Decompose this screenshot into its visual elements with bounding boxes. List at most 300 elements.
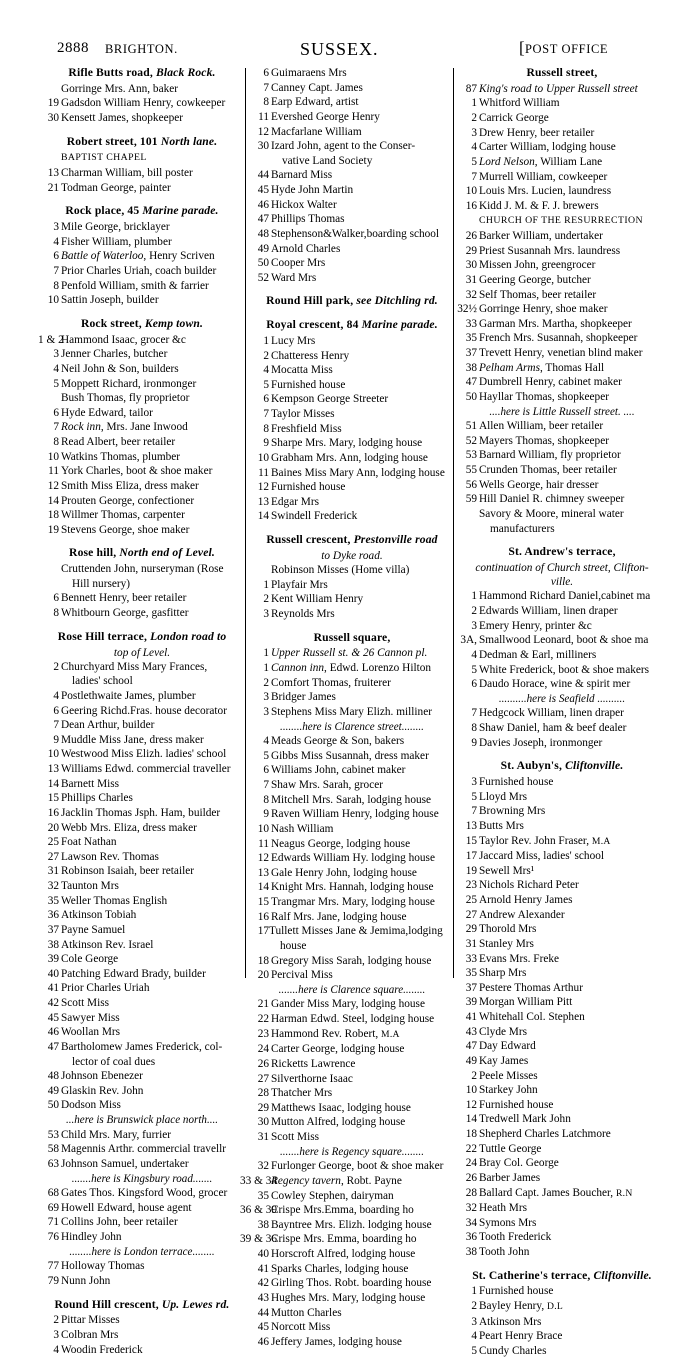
- directory-entry: [44, 938, 240, 953]
- entry-number: 3: [471, 126, 477, 139]
- here-is-separator: ........here is London terrace........: [69, 1245, 215, 1258]
- directory-entry: [44, 1157, 240, 1172]
- directory-entry: [462, 126, 662, 141]
- entry-number: 87: [465, 82, 477, 95]
- column-rule-1: [245, 68, 246, 978]
- entry-text: Atkinson Rev. Israel: [61, 938, 154, 951]
- entry-number: 34: [465, 1216, 477, 1229]
- entry-number: 3: [471, 1315, 477, 1328]
- entry-number: 44: [257, 1306, 269, 1319]
- entry-number: 48: [257, 227, 269, 240]
- entry-number: 22: [257, 1013, 269, 1026]
- directory-entry: [44, 806, 240, 821]
- entry-text: Williams Edwd. commercial traveller: [61, 763, 231, 776]
- directory-entry: [254, 734, 450, 749]
- entry-text: Dodson Miss: [61, 1099, 121, 1112]
- street-heading: [44, 546, 240, 561]
- street-heading-name: Rock street,: [80, 316, 142, 330]
- entry-text: Gale Henry John, lodging house: [271, 866, 417, 879]
- entry-number: 2: [53, 660, 59, 673]
- entry-number: 1: [263, 647, 269, 660]
- column-rule-2: [453, 68, 454, 978]
- entry-text: Mitchell Mrs. Sarah, lodging house: [271, 793, 432, 806]
- entry-number: 51: [465, 420, 477, 433]
- here-is-separator: .......here is Clarence square........: [278, 983, 426, 996]
- entry-number: 12: [47, 479, 59, 492]
- directory-entry: [462, 648, 662, 663]
- entry-number: 3: [263, 607, 269, 620]
- street-heading-qualifier: Prestonville road: [353, 533, 438, 547]
- entry-number: 50: [257, 257, 269, 270]
- entry-number: 59: [465, 493, 477, 506]
- entry-text: Bartholomew James Frederick, col-: [61, 1040, 223, 1053]
- entry-number: 37: [465, 347, 477, 360]
- entry-number: 9: [471, 736, 477, 749]
- street-heading: [44, 135, 240, 150]
- entry-text: Meads George & Son, bakers: [271, 735, 405, 748]
- entry-text: Drew Henry, beer retailer: [479, 126, 595, 139]
- entry-text: Savory & Moore, mineral water: [479, 507, 624, 520]
- entry-text: Lucy Mrs: [271, 334, 316, 347]
- entry-number: 41: [257, 1262, 269, 1275]
- directory-entry: [254, 563, 450, 578]
- directory-entry: [44, 791, 240, 806]
- entry-text: Glaskin Rev. John: [61, 1084, 144, 1097]
- directory-entry: [254, 125, 450, 140]
- directory-entry: [254, 578, 450, 593]
- entry-text: Thorold Mrs: [479, 923, 537, 936]
- directory-entry: [44, 1215, 240, 1230]
- entry-text: Freshfield Miss: [271, 422, 342, 435]
- entry-text: [271, 1028, 400, 1040]
- entry-number: 27: [257, 1072, 269, 1085]
- entry-text: Williams John, cabinet maker: [271, 764, 406, 777]
- entry-text: Howell Edward, house agent: [61, 1201, 192, 1214]
- entry-number: 39 & 36: [240, 1233, 278, 1246]
- street-heading-qualifier: Up. Lewes rd.: [161, 1297, 230, 1311]
- directory-entry: [254, 363, 450, 378]
- entry-text: [61, 421, 188, 433]
- here-is-separator: ....here is Little Russell street. ....: [489, 405, 635, 418]
- directory-entry: [44, 747, 240, 762]
- entry-number: 63: [47, 1157, 59, 1170]
- entry-number: 7: [471, 805, 477, 818]
- directory-entry: [44, 450, 240, 465]
- entry-text: Trangmar Mrs. Mary, lodging house: [271, 896, 435, 909]
- directory-entry: [254, 1086, 450, 1101]
- directory-entry: [462, 1142, 662, 1157]
- entry-number: 2: [263, 593, 269, 606]
- entry-text: Cooper Mrs: [271, 257, 326, 270]
- entry-number: 29: [257, 1101, 269, 1114]
- entry-number: 13: [257, 866, 269, 879]
- entry-text: Baines Miss Mary Ann, lodging house: [271, 466, 445, 479]
- directory-entry: [254, 422, 450, 437]
- entry-number: 42: [257, 1277, 269, 1290]
- entry-number: 24: [257, 1043, 269, 1056]
- entry-number: 19: [47, 97, 59, 110]
- street-heading: [254, 318, 450, 333]
- directory-entry: [462, 721, 662, 736]
- entry-text: Mutton Alfred, lodging house: [271, 1116, 406, 1129]
- entry-text: Kent William Henry: [271, 593, 364, 606]
- entry-number: 52: [257, 271, 269, 284]
- entry-number: 21: [47, 181, 59, 194]
- directory-entry: [254, 1335, 450, 1350]
- entry-number: 8: [263, 422, 269, 435]
- entry-text: York Charles, boot & shoe maker: [61, 465, 213, 478]
- entry-number: 32: [47, 880, 59, 893]
- directory-entry: [462, 1186, 662, 1202]
- entry-number: 6: [53, 406, 59, 419]
- entry-number: 39: [465, 996, 477, 1009]
- entry-text: Johnson Samuel, undertaker: [61, 1157, 189, 1170]
- entry-number: 15: [257, 896, 269, 909]
- directory-entry: [44, 1011, 240, 1026]
- street-heading: [462, 759, 662, 774]
- directory-entry: [462, 589, 662, 604]
- entry-text: Percival Miss: [271, 969, 333, 982]
- entry-number: 13: [47, 167, 59, 180]
- entry-number: 20: [47, 821, 59, 834]
- entry-text: Furlonger George, boot & shoe maker: [271, 1160, 444, 1173]
- entry-number: 32: [465, 288, 477, 301]
- directory-entry: [462, 111, 662, 126]
- entry-text: Harman Edwd. Steel, lodging house: [271, 1013, 435, 1026]
- directory-entry: [462, 706, 662, 721]
- street-heading-name: Royal crescent, 84: [266, 318, 359, 332]
- directory-entry: [254, 880, 450, 895]
- directory-entry: [240, 1203, 450, 1218]
- entry-text: Crispe Mrs.Emma, boarding ho: [271, 1204, 414, 1217]
- entry-text: Guimaraens Mrs: [271, 67, 347, 79]
- directory-entry: [44, 166, 240, 181]
- directory-entry: [254, 910, 450, 925]
- entry-text: Browning Mrs: [479, 805, 546, 818]
- directory-entry: [254, 968, 450, 983]
- entry-text: Scott Miss: [271, 1131, 320, 1144]
- directory-entry: [44, 952, 240, 967]
- entry-number: 35: [257, 1189, 269, 1202]
- entry-number: 7: [53, 719, 59, 732]
- entry-text: Gander Miss Mary, lodging house: [271, 998, 425, 1011]
- entry-number: 49: [47, 1084, 59, 1097]
- entry-text: Postlethwaite James, plumber: [61, 689, 196, 702]
- street-heading: [44, 66, 240, 81]
- entry-number: 11: [258, 110, 269, 123]
- entry-number: 7: [53, 421, 59, 434]
- entry-number: 32: [257, 1160, 269, 1173]
- directory-entry: [254, 198, 450, 213]
- entry-text: Allen William, beer retailer: [479, 420, 604, 433]
- entry-text: Smallwood Leonard, boot & shoe ma: [479, 634, 649, 647]
- street-heading-name: Russell square,: [313, 630, 391, 644]
- directory-entry: [44, 733, 240, 748]
- entry-number: 46: [257, 198, 269, 211]
- entry-number: 19: [47, 523, 59, 536]
- entry-number: 35: [465, 967, 477, 980]
- directory-entry: [38, 333, 240, 348]
- entry-text: [271, 662, 431, 674]
- entry-number: 47: [47, 1040, 59, 1053]
- entry-number: 29: [465, 244, 477, 257]
- directory-entry: [462, 966, 662, 981]
- directory-entry: [462, 317, 662, 332]
- entry-number: 45: [257, 1321, 269, 1334]
- directory-entry: [254, 168, 450, 183]
- entry-text: Neagus George, lodging house: [271, 837, 411, 850]
- entry-text: Carter George, lodging house: [271, 1043, 405, 1056]
- entry-number: 14: [47, 777, 59, 790]
- entry-number: 53: [465, 449, 477, 462]
- directory-entry: [254, 66, 450, 81]
- street-heading-name: Rose Hill terrace,: [57, 629, 148, 643]
- entry-number: 28: [257, 1087, 269, 1100]
- directory-entry: [254, 1189, 450, 1204]
- entry-number: 36: [465, 1231, 477, 1244]
- entry-text: Child Mrs. Mary, furrier: [61, 1128, 172, 1141]
- entry-text: Heath Mrs: [479, 1202, 528, 1215]
- entry-text: Mile George, bricklayer: [61, 221, 170, 234]
- entry-text: Magennis Arthr. commercial travellr: [61, 1143, 227, 1156]
- directory-entry: [462, 908, 662, 923]
- directory-entry: [254, 1262, 450, 1277]
- directory-entry: [254, 1101, 450, 1116]
- entry-text: Gorringe Henry, shoe maker: [479, 303, 608, 316]
- directory-entry: [254, 954, 450, 969]
- here-is-separator: ..........here is Seafield ..........: [498, 692, 626, 705]
- directory-entry: [254, 271, 450, 286]
- entry-number: 8: [53, 607, 59, 620]
- directory-entry: [254, 676, 450, 691]
- directory-entry: [254, 822, 450, 837]
- directory-entry: [254, 705, 450, 720]
- directory-entry: [44, 523, 240, 538]
- entry-number: 10: [47, 450, 59, 463]
- entry-number: 7: [471, 170, 477, 183]
- directory-entry: [254, 1306, 450, 1321]
- entry-text: Self Thomas, beer retailer: [479, 288, 597, 301]
- directory-entry: [254, 661, 450, 676]
- entry-number: 5: [471, 663, 477, 676]
- entry-text: Barker William, undertaker: [479, 230, 603, 243]
- entry-text: [479, 362, 604, 374]
- entry-text: Cruttenden John, nurseryman (Rose: [61, 563, 224, 576]
- entry-number: 13: [465, 819, 477, 832]
- directory-entry: [254, 924, 450, 953]
- street-heading-qualifier: London road to: [150, 629, 227, 643]
- entry-text: Willmer Thomas, carpenter: [61, 509, 185, 522]
- entry-text: Cundy Charles: [479, 1344, 547, 1357]
- entry-text: Hindley John: [61, 1231, 122, 1244]
- entry-number: 36: [47, 909, 59, 922]
- entry-text-rest: , Robt. Payne: [340, 1174, 402, 1187]
- entry-postnominal: M.A: [591, 835, 611, 847]
- entry-text: Clyde Mrs: [479, 1025, 528, 1038]
- directory-entry: [462, 331, 662, 346]
- entry-number: 11: [258, 466, 269, 479]
- entry-text: Davies Joseph, ironmonger: [479, 736, 603, 749]
- entry-number: 1: [263, 578, 269, 591]
- entry-text: Holloway Thomas: [61, 1260, 145, 1273]
- entry-text: Bush Thomas, fly proprietor: [61, 392, 190, 405]
- entry-text: Garman Mrs. Martha, shopkeeper: [479, 317, 632, 330]
- entry-text: Tredwell Mark John: [479, 1113, 571, 1126]
- directory-entry: [44, 967, 240, 982]
- entry-number: 33: [465, 952, 477, 965]
- directory-entry: [254, 1276, 450, 1291]
- entry-text: Phillips Charles: [61, 792, 133, 805]
- entry-number: 3: [263, 705, 269, 718]
- directory-entry: [462, 288, 662, 303]
- directory-entry: [254, 95, 450, 110]
- directory-entry: [44, 1025, 240, 1040]
- entry-text: Jacklin Thomas Jsph. Ham, builder: [61, 806, 221, 819]
- directory-entry: [44, 996, 240, 1011]
- entry-text: Nash William: [271, 822, 334, 835]
- street-heading-name: Rifle Butts road,: [68, 66, 153, 79]
- directory-entry: [462, 1216, 662, 1231]
- entry-text: [479, 1187, 633, 1199]
- directory-entry: [254, 778, 450, 793]
- entry-number: 1: [263, 662, 269, 675]
- entry-text-main: Bayley Henry,: [479, 1300, 547, 1313]
- entry-text: Girling Thos. Robt. boarding house: [271, 1277, 432, 1290]
- entry-number: 1: [263, 334, 269, 347]
- entry-number: 44: [257, 169, 269, 182]
- entry-text: Fisher William, plumber: [61, 235, 172, 248]
- entry-number: 16: [47, 806, 59, 819]
- entry-number: 42: [47, 997, 59, 1010]
- entry-number: 31: [257, 1131, 269, 1144]
- here-is-separator: ........here is Clarence street........: [280, 720, 424, 733]
- entry-number: 55: [465, 464, 477, 477]
- directory-entry: [462, 1230, 662, 1245]
- entry-number: 4: [53, 362, 59, 375]
- directory-entry: [44, 1274, 240, 1289]
- entry-number: 56: [465, 478, 477, 491]
- directory-entry: [462, 775, 662, 790]
- county-name: SUSSEX.: [300, 39, 379, 59]
- entry-number: 50: [465, 390, 477, 403]
- entry-text: Stevens George, shoe maker: [61, 523, 190, 536]
- entry-text: Peart Henry Brace: [479, 1330, 563, 1343]
- directory-entry: [462, 804, 662, 819]
- street-heading-line2: to Dyke road.: [321, 549, 383, 562]
- entry-text: Bridger James: [271, 691, 336, 704]
- entry-text: Edwards William Hy. lodging house: [271, 852, 435, 865]
- directory-entry: [254, 1159, 450, 1174]
- entry-number: 5: [263, 749, 269, 762]
- directory-entry: [44, 464, 240, 479]
- directory-entry: [462, 619, 662, 634]
- entry-number: 8: [53, 279, 59, 292]
- directory-entry: [44, 1259, 240, 1274]
- entry-text: Carrick George: [479, 112, 549, 125]
- entry-text: Prior Charles Uriah, coach builder: [61, 265, 217, 278]
- entry-number: 68: [47, 1187, 59, 1200]
- entry-number: 41: [465, 1011, 477, 1024]
- entry-business-name: Battle of Waterloo: [61, 250, 144, 263]
- entry-text: Jenner Charles, butcher: [61, 348, 168, 361]
- entry-number: 8: [263, 96, 269, 109]
- street-heading-qualifier: Cliftonville.: [565, 759, 624, 773]
- entry-text: Hedgcock William, linen draper: [479, 707, 624, 720]
- directory-entry: [44, 908, 240, 923]
- entry-text: Barnett Miss: [61, 777, 120, 790]
- entry-text: Foat Nathan: [61, 836, 117, 849]
- entry-text: Moppett Richard, ironmonger: [61, 377, 197, 390]
- entry-number: 48: [47, 1070, 59, 1083]
- entry-number: 4: [471, 1330, 477, 1343]
- directory-entry: [462, 1069, 662, 1084]
- entry-number: 1: [471, 1285, 477, 1298]
- directory-entry: [462, 790, 662, 805]
- entry-number: 10: [47, 294, 59, 307]
- street-heading-name: Russell crescent,: [266, 533, 351, 547]
- entry-number: 30: [47, 112, 59, 125]
- street-heading-qualifier: North end of Level.: [119, 546, 215, 560]
- entry-number: 71: [47, 1216, 59, 1229]
- entry-text: Morgan William Pitt: [479, 996, 573, 1009]
- directory-entry: [44, 264, 240, 279]
- entry-text: Gadsdon William Henry, cowkeeper: [61, 97, 226, 110]
- entry-text: Mocatta Miss: [271, 364, 333, 377]
- directory-entry: [254, 1291, 450, 1306]
- directory-entry: [44, 494, 240, 509]
- entry-number: 14: [47, 494, 59, 507]
- directory-entry: [462, 1039, 662, 1054]
- entry-number: 6: [471, 678, 477, 691]
- entry-text: Tooth Frederick: [479, 1231, 552, 1244]
- entry-number: 7: [263, 81, 269, 94]
- entry-number: 2: [471, 112, 477, 125]
- entry-text: Barnard William, fly proprietor: [479, 449, 621, 462]
- directory-entry: [462, 819, 662, 834]
- entry-text: Charman William, bill poster: [61, 167, 193, 180]
- entry-text: Churchyard Miss Mary Frances,: [61, 660, 208, 673]
- entry-text: Woodin Frederick: [61, 1343, 143, 1356]
- entry-number: 36 & 39: [240, 1204, 278, 1217]
- entry-text: Hill Daniel R. chimney sweeper: [479, 493, 625, 506]
- entry-number: 11: [258, 837, 269, 850]
- entry-number: 49: [257, 242, 269, 255]
- directory-entry: [44, 1040, 240, 1069]
- entry-text: Sewell Mrs¹: [479, 864, 535, 877]
- entry-text: Trevett Henry, venetian blind maker: [479, 347, 643, 360]
- entry-number: 39: [47, 953, 59, 966]
- entry-text: Whitehall Col. Stephen: [479, 1011, 585, 1024]
- entry-text: Barnard Miss: [271, 169, 333, 182]
- street-heading-name: Round Hill crescent,: [54, 1297, 159, 1311]
- directory-entry: [254, 139, 450, 168]
- directory-entry: [462, 849, 662, 864]
- entry-text: Thatcher Mrs: [271, 1087, 333, 1100]
- directory-entry: [462, 663, 662, 678]
- entry-text: Furnished house: [271, 481, 346, 494]
- entry-number: 1: [471, 590, 477, 603]
- directory-entry: [44, 1084, 240, 1099]
- directory-entry: [462, 1299, 662, 1315]
- entry-number: 2: [471, 1300, 477, 1313]
- directory-entry: [462, 864, 662, 879]
- directory-entry: [462, 677, 662, 692]
- entry-number: 31: [465, 273, 477, 286]
- entry-number: 1 & 2: [38, 333, 64, 346]
- entry-text: Dumbrell Henry, cabinet maker: [479, 376, 622, 389]
- entry-number: 25: [47, 836, 59, 849]
- directory-entry: [44, 1098, 240, 1113]
